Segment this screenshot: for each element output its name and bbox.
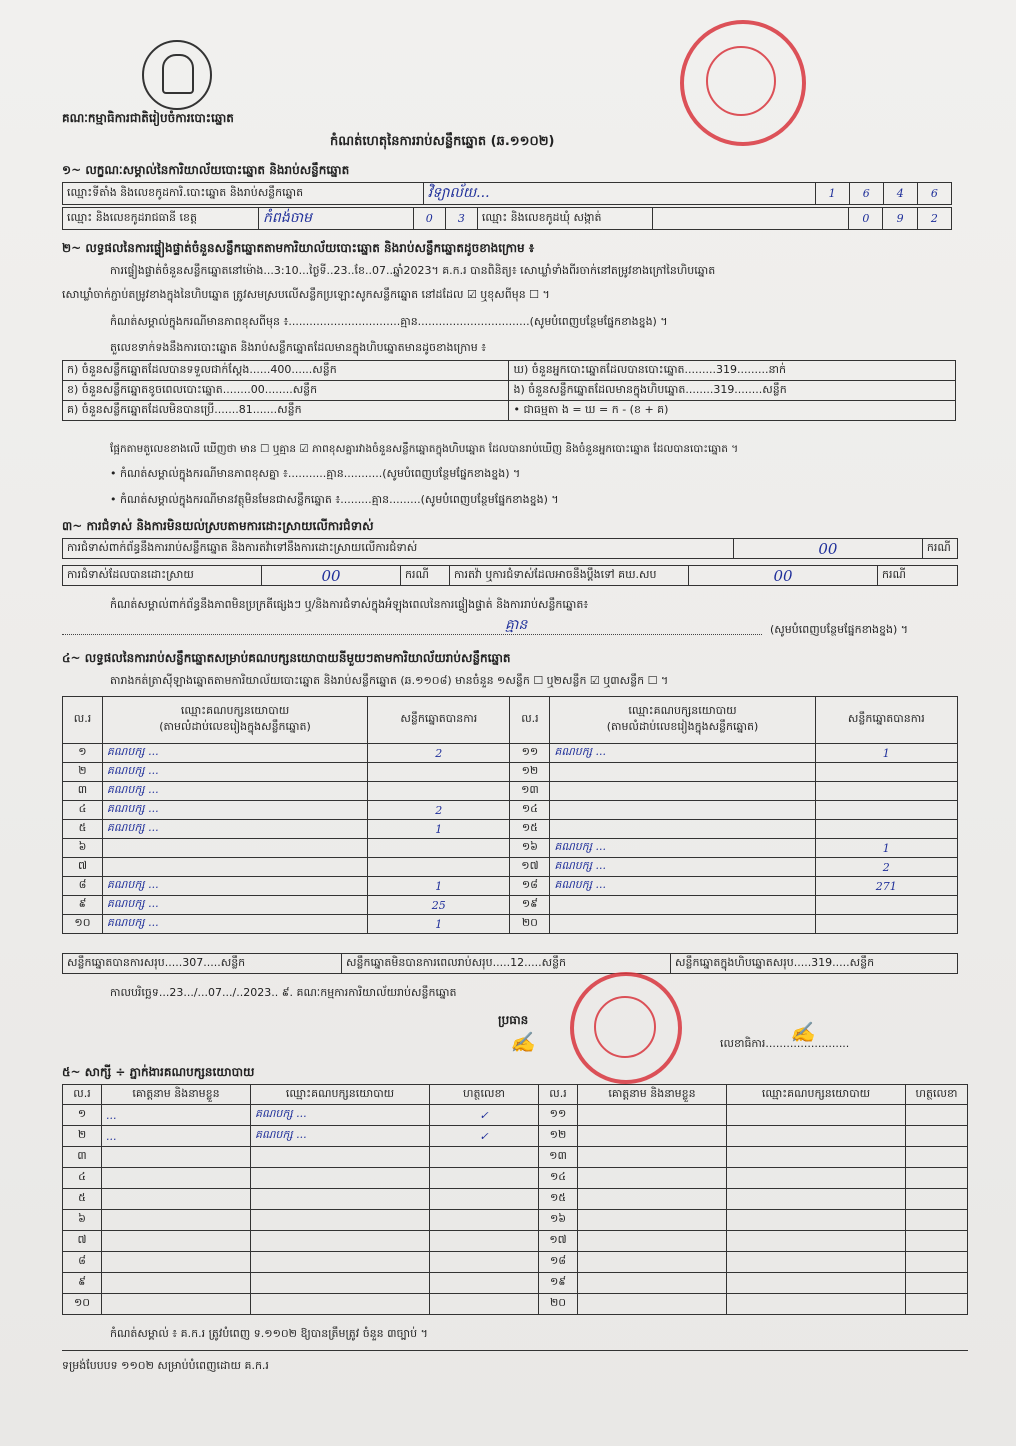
witness-party bbox=[727, 1273, 906, 1294]
witness-party bbox=[727, 1252, 906, 1273]
results-col-votes: សន្លឹកឆ្នោតបានការ bbox=[368, 697, 510, 744]
figures-table bbox=[62, 360, 956, 421]
witness-sign bbox=[906, 1168, 968, 1189]
witness-party bbox=[727, 1126, 906, 1147]
irregularity-dotted-line bbox=[62, 634, 762, 635]
witness-sign bbox=[430, 1210, 539, 1231]
results-votes bbox=[815, 763, 957, 782]
witness-name bbox=[102, 1231, 251, 1252]
witness-name bbox=[102, 1210, 251, 1231]
results-party bbox=[102, 858, 367, 877]
figure-a: ក) ចំនួនសន្លឹកឆ្នោតដែលបានទទួលជាក់ស្តែង......400......សន្លឹក bbox=[63, 361, 509, 381]
section-2-heading: ២~ លទ្ធផលនៃការផ្ទៀងផ្ទាត់ចំនួនសន្លឹកឆ្នោតតាមការិយាល័យបោះឆ្នោត និងរាប់សន្លឹកឆ្នោតដូចខាងក្រោម ៖ bbox=[62, 241, 535, 255]
results-party: គណបក្ស ... bbox=[102, 744, 367, 763]
location-code-4: 6 bbox=[917, 183, 951, 205]
results-col-party-title: ឈ្មោះគណបក្សនយោបាយ bbox=[180, 704, 290, 717]
witness-name bbox=[578, 1252, 727, 1273]
results-votes: 1 bbox=[368, 915, 510, 934]
results-row bbox=[63, 915, 958, 934]
witness-col-name: គោត្តនាម និងនាមខ្លួន bbox=[102, 1085, 251, 1105]
witness-col-sign-2: ហត្ថលេខា bbox=[906, 1085, 968, 1105]
witness-party bbox=[727, 1210, 906, 1231]
witness-name bbox=[578, 1126, 727, 1147]
witness-sign bbox=[430, 1231, 539, 1252]
results-no: ១៤ bbox=[510, 801, 550, 820]
objection-value: 00 bbox=[733, 539, 922, 559]
section-1-table bbox=[62, 182, 952, 205]
witness-row bbox=[63, 1126, 968, 1147]
witness-party bbox=[727, 1168, 906, 1189]
witness-party: គណបក្ស ... bbox=[251, 1126, 430, 1147]
results-col-party-2 bbox=[550, 697, 815, 744]
witness-col-no: ល.រ bbox=[63, 1085, 102, 1105]
secretary-signature: ✍ bbox=[790, 1020, 815, 1044]
results-party: គណបក្ស ... bbox=[102, 763, 367, 782]
results-party: គណបក្ស ... bbox=[102, 896, 367, 915]
results-party: គណបក្ស ... bbox=[550, 858, 815, 877]
witness-no: ៧ bbox=[63, 1231, 102, 1252]
witness-col-no-2: ល.រ bbox=[539, 1085, 578, 1105]
witness-party bbox=[727, 1147, 906, 1168]
witness-no: ១២ bbox=[539, 1126, 578, 1147]
witness-sign bbox=[430, 1189, 539, 1210]
results-votes: 271 bbox=[815, 877, 957, 896]
location-code-2: 6 bbox=[849, 183, 883, 205]
witness-sign bbox=[430, 1147, 539, 1168]
witness-no: ១១ bbox=[539, 1105, 578, 1126]
witness-no: ២ bbox=[63, 1126, 102, 1147]
appeal-label: ការតវ៉ា ឬការជំទាស់ដែលអាចនឹងប្តឹងទៅ គឃ.សប bbox=[450, 566, 689, 586]
results-party bbox=[550, 801, 815, 820]
witness-sign bbox=[906, 1189, 968, 1210]
difference-note: កំណត់សម្គាល់ក្នុងករណីមានភាពខុសពីមុន ៖................................គ្មាន................................(សូមបំពេញបន្ថែមផ្នែកខាងខ្នង) ។ bbox=[110, 315, 668, 328]
results-party: គណបក្ស ... bbox=[102, 782, 367, 801]
witness-no: ៦ bbox=[63, 1210, 102, 1231]
witness-row bbox=[63, 1252, 968, 1273]
results-no: ១៣ bbox=[510, 782, 550, 801]
results-party bbox=[550, 782, 815, 801]
results-votes bbox=[815, 820, 957, 839]
results-no: ៨ bbox=[63, 877, 103, 896]
witness-no: ៩ bbox=[63, 1273, 102, 1294]
results-row bbox=[63, 782, 958, 801]
results-no: ៩ bbox=[63, 896, 103, 915]
secretary-label: លេខាធិការ........................ bbox=[720, 1037, 850, 1050]
foreign-object-note: • កំណត់សម្គាល់ក្នុងករណីមានវត្ថុមិនមែនជាសន្លឹកឆ្នោត ៖.........គ្មាន.........(សូមបំពេញបន្ថែមផ្នែកខាងខ្នង) ។ bbox=[110, 493, 559, 506]
section-1-heading: ១~ លក្ខណៈសម្គាល់នៃការិយាល័យបោះឆ្នោត និងរាប់សន្លឹកឆ្នោត bbox=[62, 163, 350, 177]
results-votes: 25 bbox=[368, 896, 510, 915]
witness-name bbox=[102, 1189, 251, 1210]
witness-party: គណបក្ស ... bbox=[251, 1105, 430, 1126]
results-votes: 2 bbox=[815, 858, 957, 877]
figure-d: ឃ) ចំនួនអ្នកបោះឆ្នោតដែលបានបោះឆ្នោត.........319.........នាក់ bbox=[509, 361, 956, 381]
location-code-3: 4 bbox=[883, 183, 917, 205]
results-party bbox=[550, 763, 815, 782]
witness-name bbox=[578, 1189, 727, 1210]
results-row bbox=[63, 877, 958, 896]
results-no: ១៥ bbox=[510, 820, 550, 839]
results-col-no-2: ល.រ bbox=[510, 697, 550, 744]
commune-code-3: 2 bbox=[917, 208, 951, 230]
results-row bbox=[63, 801, 958, 820]
results-party bbox=[102, 839, 367, 858]
witness-no: ៨ bbox=[63, 1252, 102, 1273]
results-party bbox=[550, 915, 815, 934]
verification-line-1: ការផ្ទៀងផ្ទាត់ចំនួនសន្លឹកឆ្នោតនៅម៉ោង...3:10...ថ្ងៃទី..23..ខែ..07..ឆ្នាំ2023។ គ.ក.រ បានពិនិត្យ៖ សោឃ្លាំទាំងពីរចាក់នៅតម្រូវខាងក្រៅនៃហិបឆ្នោត bbox=[110, 264, 716, 277]
witness-name bbox=[578, 1210, 727, 1231]
results-party: គណបក្ស ... bbox=[102, 915, 367, 934]
witness-party bbox=[251, 1147, 430, 1168]
witness-party bbox=[251, 1273, 430, 1294]
witness-name bbox=[102, 1252, 251, 1273]
results-votes bbox=[815, 896, 957, 915]
results-votes: 2 bbox=[368, 801, 510, 820]
results-votes bbox=[368, 763, 510, 782]
witness-sign bbox=[430, 1252, 539, 1273]
witness-no: ១ bbox=[63, 1105, 102, 1126]
results-votes bbox=[815, 915, 957, 934]
witness-party bbox=[727, 1189, 906, 1210]
witness-sign bbox=[906, 1126, 968, 1147]
witness-name bbox=[578, 1273, 727, 1294]
results-row bbox=[63, 763, 958, 782]
results-no: ៤ bbox=[63, 801, 103, 820]
total-valid: សន្លឹកឆ្នោតបានការសរុប.....307.....សន្លឹក bbox=[63, 954, 342, 974]
witness-name bbox=[102, 1147, 251, 1168]
section-3-heading: ៣~ ការជំទាស់ និងការមិនយល់ស្របតាមការដោះស្រាយលើការជំទាស់ bbox=[62, 519, 374, 533]
witness-party bbox=[727, 1105, 906, 1126]
results-no: ១៦ bbox=[510, 839, 550, 858]
results-no: ១១ bbox=[510, 744, 550, 763]
results-no: ១៩ bbox=[510, 896, 550, 915]
discrepancy-check: ផ្អែកតាមតួលេខខាងលើ ឃើញថា មាន ☐ ឬគ្មាន ☑ ភាពខុសគ្នារវាងចំនួនសន្លឹកឆ្នោតក្នុងហិបឆ្នោត ដែលបានរាប់ឃើញ និងចំនួនអ្នកបោះឆ្នោត ដែលបានបោះឆ្នោត ។ bbox=[110, 443, 739, 455]
figures-intro: តួលេខទាក់ទងនឹងការបោះឆ្នោត និងរាប់សន្លឹកឆ្នោតដែលមានក្នុងហិបឆ្នោតមានដូចខាងក្រោម ៖ bbox=[110, 341, 487, 354]
president-label: ប្រធាន bbox=[498, 1013, 529, 1027]
results-totals bbox=[62, 953, 958, 974]
results-row bbox=[63, 839, 958, 858]
results-col-party-title-2: ឈ្មោះគណបក្សនយោបាយ bbox=[628, 704, 737, 717]
results-col-party-sub: (តាមលំដាប់លេខរៀងក្នុងសន្លឹកឆ្នោត) bbox=[159, 720, 311, 733]
province-code-1: 0 bbox=[413, 208, 445, 230]
results-col-votes-2: សន្លឹកឆ្នោតបានការ bbox=[815, 697, 957, 744]
witness-col-party-2: ឈ្មោះគណបក្សនយោបាយ bbox=[727, 1085, 906, 1105]
results-no: ៧ bbox=[63, 858, 103, 877]
signing-date: កាលបរិច្ឆេទ...23.../...07.../..2023.. ៩. គណៈកម្មការការិយាល័យរាប់សន្លឹកឆ្នោត bbox=[110, 986, 457, 999]
witness-sign bbox=[906, 1252, 968, 1273]
witness-sign bbox=[906, 1231, 968, 1252]
results-party: គណបក្ស ... bbox=[550, 744, 815, 763]
results-votes: 1 bbox=[368, 820, 510, 839]
witness-sign bbox=[906, 1105, 968, 1126]
witness-name bbox=[578, 1168, 727, 1189]
witness-no: ៥ bbox=[63, 1189, 102, 1210]
irregularity-tail: (សូមបំពេញបន្ថែមផ្នែកខាងខ្នង) ។ bbox=[770, 623, 909, 636]
witness-row bbox=[63, 1210, 968, 1231]
results-col-no: ល.រ bbox=[63, 697, 103, 744]
discrepancy-note: • កំណត់សម្គាល់ក្នុងករណីមានភាពខុសគ្នា ៖...........គ្មាន...........(សូមបំពេញបន្ថែមផ្នែកខាងខ្នង) ។ bbox=[110, 467, 521, 480]
witness-sign: ✓ bbox=[430, 1126, 539, 1147]
witness-table bbox=[62, 1084, 968, 1315]
results-votes bbox=[815, 782, 957, 801]
witness-row bbox=[63, 1168, 968, 1189]
results-party bbox=[550, 820, 815, 839]
commune-spacer bbox=[653, 208, 849, 230]
witness-party bbox=[727, 1294, 906, 1315]
witness-no: ១៧ bbox=[539, 1231, 578, 1252]
witness-sign bbox=[430, 1294, 539, 1315]
results-table bbox=[62, 696, 958, 934]
witness-no: ១៣ bbox=[539, 1147, 578, 1168]
location-label: ឈ្មោះទីតាំង និងលេខកូដការិ.បោះឆ្នោត និងរាប់សន្លឹកឆ្នោត bbox=[63, 183, 424, 205]
objections-table bbox=[62, 538, 958, 559]
objections-table-row2 bbox=[62, 565, 958, 586]
witness-sign bbox=[906, 1210, 968, 1231]
province-code-2: 3 bbox=[445, 208, 477, 230]
emblem-icon bbox=[142, 40, 212, 110]
irregularity-note: កំណត់សម្គាល់ពាក់ព័ន្ធនឹងភាពមិនប្រក្រតីផ្សេងៗ ឬ/និងការជំទាស់ក្នុងអំឡុងពេលនៃការផ្ទៀងផ្ទាត់ និងការរាប់សន្លឹកឆ្នោត៖ bbox=[110, 598, 589, 611]
tally-sheet-count: តារាងកត់ត្រាស៊ីឡាងឆ្នោតតាមការិយាល័យបោះឆ្នោត និងរាប់សន្លឹកឆ្នោត (ឆ.១១០៨) មានចំនួន ១សន្លឹក ☐ ឬ២សន្លឹក ☑ ឬ៣សន្លឹក ☐ ។ bbox=[110, 674, 669, 687]
witness-name bbox=[102, 1294, 251, 1315]
verification-line-2: សោឃ្លាំចាក់ភ្ជាប់តម្រូវខាងក្នុងនៃហិបឆ្នោត ត្រូវសមស្របលើសន្លឹកប្រឡោះសូកសន្លឹកឆ្នោត នៅដដែល ☑ ឬខុសពីមុន ☐ ។ bbox=[62, 288, 550, 301]
figure-b: ខ) ចំនួនសន្លឹកឆ្នោតខូចពេលបោះឆ្នោត........00........សន្លឹក bbox=[63, 381, 509, 401]
witness-sign bbox=[906, 1273, 968, 1294]
results-col-party-sub-2: (តាមលំដាប់លេខរៀងក្នុងសន្លឹកឆ្នោត) bbox=[606, 720, 759, 733]
witness-party bbox=[251, 1168, 430, 1189]
witness-no: ៤ bbox=[63, 1168, 102, 1189]
witness-party bbox=[251, 1231, 430, 1252]
irregularity-value: គ្មាន bbox=[505, 617, 528, 633]
resolved-label: ការជំទាស់ដែលបានដោះស្រាយ bbox=[63, 566, 262, 586]
witness-party bbox=[251, 1210, 430, 1231]
province-label: ឈ្មោះ និងលេខកូដរាជធានី ខេត្ត bbox=[63, 208, 259, 230]
witness-col-name-2: គោត្តនាម និងនាមខ្លួន bbox=[578, 1085, 727, 1105]
witness-no: ១៥ bbox=[539, 1189, 578, 1210]
resolved-value: 00 bbox=[262, 566, 401, 586]
witness-sign: ✓ bbox=[430, 1105, 539, 1126]
official-stamp-bottom bbox=[570, 972, 682, 1084]
results-party: គណបក្ស ... bbox=[102, 820, 367, 839]
appeal-unit: ករណី bbox=[878, 566, 958, 586]
section-4-heading: ៤~ លទ្ធផលនៃការរាប់សន្លឹកឆ្នោតសម្រាប់គណបក្សនយោបាយនីមួយៗតាមការិយាល័យរាប់សន្លឹកឆ្នោត bbox=[62, 651, 511, 665]
results-row bbox=[63, 896, 958, 915]
witness-no: ១០ bbox=[63, 1294, 102, 1315]
results-no: ១ bbox=[63, 744, 103, 763]
results-no: ២ bbox=[63, 763, 103, 782]
footer-divider bbox=[62, 1350, 968, 1351]
results-votes: 2 bbox=[368, 744, 510, 763]
results-votes bbox=[368, 858, 510, 877]
witness-no: ១៨ bbox=[539, 1252, 578, 1273]
results-col-party bbox=[102, 697, 367, 744]
witness-no: ១៩ bbox=[539, 1273, 578, 1294]
results-votes: 1 bbox=[368, 877, 510, 896]
total-invalid: សន្លឹកឆ្នោតមិនបានការពេលរាប់សរុប.....12.....សន្លឹក bbox=[342, 954, 671, 974]
president-signature: ✍ bbox=[510, 1030, 535, 1054]
results-party: គណបក្ស ... bbox=[550, 877, 815, 896]
figure-formula: • ជាធម្មតា ង = ឃ = ក - (ខ + គ) bbox=[509, 401, 956, 421]
results-no: ៥ bbox=[63, 820, 103, 839]
witness-name bbox=[578, 1294, 727, 1315]
footer-form-code: ទម្រង់បែបបទ ១១០២ សម្រាប់បំពេញដោយ គ.ក.រ bbox=[62, 1359, 269, 1372]
results-row bbox=[63, 820, 958, 839]
witness-name: ... bbox=[102, 1126, 251, 1147]
results-party: គណបក្ស ... bbox=[102, 801, 367, 820]
witness-name bbox=[578, 1147, 727, 1168]
results-votes bbox=[368, 782, 510, 801]
location-code-1: 1 bbox=[815, 183, 849, 205]
witness-no: ១៤ bbox=[539, 1168, 578, 1189]
witness-no: ៣ bbox=[63, 1147, 102, 1168]
resolved-unit: ករណី bbox=[401, 566, 450, 586]
witness-row bbox=[63, 1294, 968, 1315]
figure-c: គ) ចំនួនសន្លឹកឆ្នោតដែលមិនបានប្រើ.......81.......សន្លឹក bbox=[63, 401, 509, 421]
results-row bbox=[63, 744, 958, 763]
appeal-value: 00 bbox=[689, 566, 878, 586]
witness-name bbox=[102, 1168, 251, 1189]
witness-no: ២០ bbox=[539, 1294, 578, 1315]
results-votes: 1 bbox=[815, 744, 957, 763]
figure-e: ង) ចំនួនសន្លឹកឆ្នោតដែលមានក្នុងហិបឆ្នោត........319........សន្លឹក bbox=[509, 381, 956, 401]
results-no: ២០ bbox=[510, 915, 550, 934]
page-title: កំណត់ហេតុនៃការរាប់សន្លឹកឆ្នោត (ឆ.១១០២) bbox=[330, 134, 555, 149]
witness-name bbox=[578, 1231, 727, 1252]
results-no: ១០ bbox=[63, 915, 103, 934]
results-party: គណបក្ស ... bbox=[102, 877, 367, 896]
witness-sign bbox=[430, 1168, 539, 1189]
total-in-box: សន្លឹកឆ្នោតក្នុងហិបឆ្នោតសរុប.....319.....សន្លឹក bbox=[671, 954, 958, 974]
official-stamp-top bbox=[680, 20, 806, 146]
results-no: ១៨ bbox=[510, 877, 550, 896]
witness-no: ១៦ bbox=[539, 1210, 578, 1231]
witness-row bbox=[63, 1189, 968, 1210]
results-party: គណបក្ស ... bbox=[550, 839, 815, 858]
witness-col-party: ឈ្មោះគណបក្សនយោបាយ bbox=[251, 1085, 430, 1105]
results-votes bbox=[368, 839, 510, 858]
location-value: វិទ្យាល័យ... bbox=[423, 183, 815, 205]
results-no: ១២ bbox=[510, 763, 550, 782]
province-value: កំពង់ចាម bbox=[259, 208, 414, 230]
results-no: ៦ bbox=[63, 839, 103, 858]
footer-note: កំណត់សម្គាល់ ៖ គ.ក.រ ត្រូវបំពេញ ទ.១១០២ ឱ្យបានត្រឹមត្រូវ ចំនួន ៣ច្បាប់ ។ bbox=[110, 1327, 428, 1340]
witness-name bbox=[102, 1273, 251, 1294]
commune-code-2: 9 bbox=[883, 208, 917, 230]
org-name: គណៈកម្មាធិការជាតិរៀបចំការបោះឆ្នោត bbox=[62, 111, 234, 125]
witness-party bbox=[251, 1252, 430, 1273]
witness-sign bbox=[430, 1273, 539, 1294]
results-no: ៣ bbox=[63, 782, 103, 801]
witness-row bbox=[63, 1273, 968, 1294]
witness-row bbox=[63, 1147, 968, 1168]
section-5-heading: ៥~ សាក្សី ÷ ភ្នាក់ងារគណបក្សនយោបាយ bbox=[62, 1065, 255, 1079]
witness-sign bbox=[906, 1147, 968, 1168]
witness-party bbox=[727, 1231, 906, 1252]
witness-name bbox=[578, 1105, 727, 1126]
witness-party bbox=[251, 1294, 430, 1315]
witness-col-sign: ហត្ថលេខា bbox=[430, 1085, 539, 1105]
commune-code-1: 0 bbox=[849, 208, 883, 230]
witness-sign bbox=[906, 1294, 968, 1315]
witness-name: ... bbox=[102, 1105, 251, 1126]
objection-unit: ករណី bbox=[922, 539, 957, 559]
witness-party bbox=[251, 1189, 430, 1210]
commune-label: ឈ្មោះ និងលេខកូដឃុំ សង្កាត់ bbox=[477, 208, 652, 230]
witness-row bbox=[63, 1231, 968, 1252]
objection-label: ការជំទាស់ពាក់ព័ន្ធនឹងការរាប់សន្លឹកឆ្នោត និងការតវ៉ាទៅនឹងការដោះស្រាយលើការជំទាស់ bbox=[63, 539, 734, 559]
results-no: ១៧ bbox=[510, 858, 550, 877]
results-votes bbox=[815, 801, 957, 820]
results-votes: 1 bbox=[815, 839, 957, 858]
witness-row bbox=[63, 1105, 968, 1126]
section-1-table-row2 bbox=[62, 207, 952, 230]
results-party bbox=[550, 896, 815, 915]
results-row bbox=[63, 858, 958, 877]
